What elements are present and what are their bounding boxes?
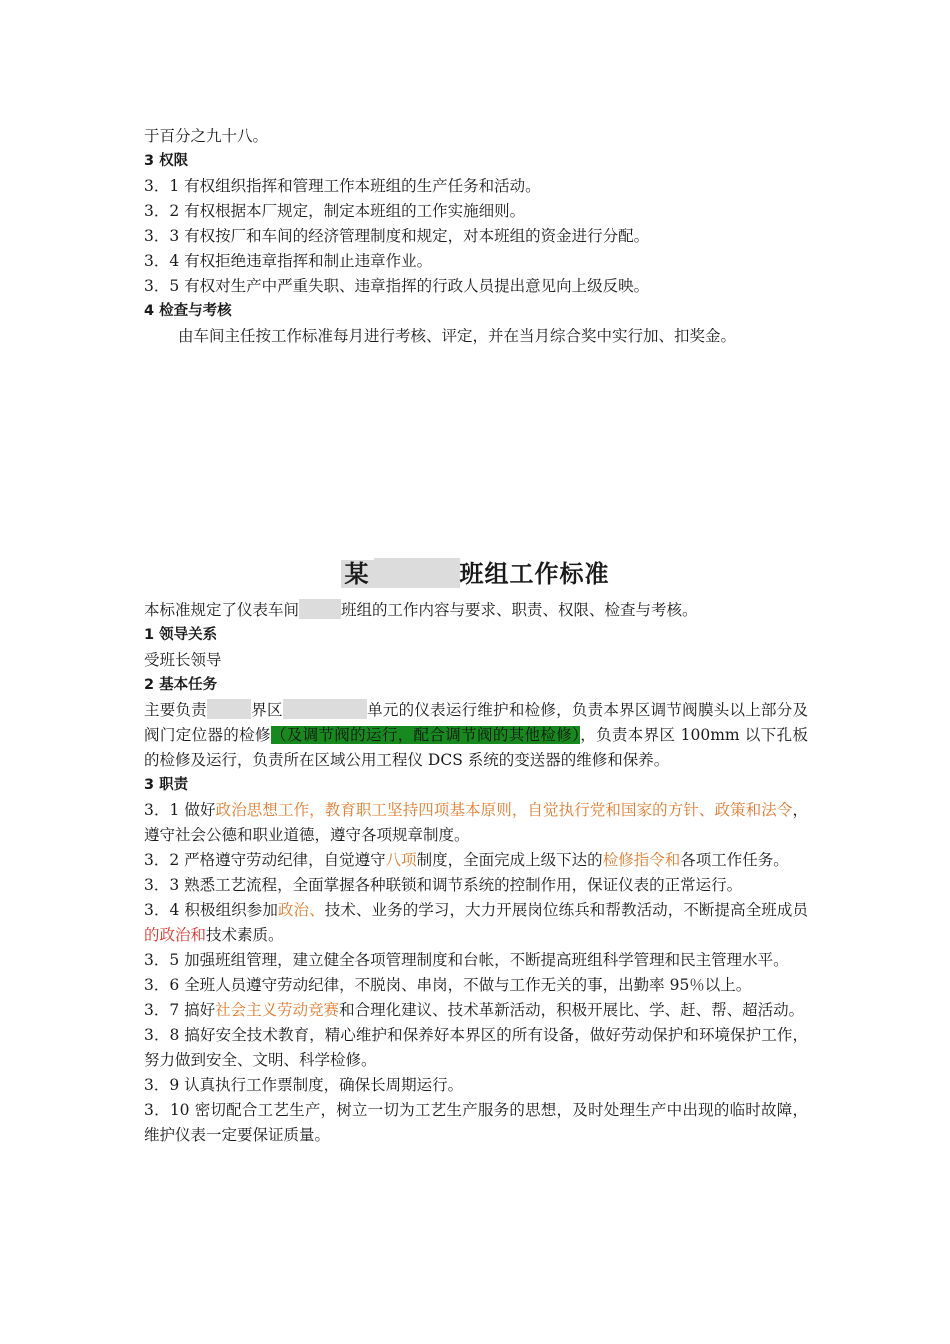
title-lead: 某 — [341, 560, 374, 588]
standard-body — [144, 598, 808, 1148]
duty-text: 制度，全面完成上级下达的 — [416, 851, 603, 869]
duty-item — [144, 898, 808, 948]
orange-text: 八项 — [385, 851, 417, 869]
duty-text: 3．7 搞好 — [144, 1001, 216, 1019]
redacted-block — [374, 558, 460, 588]
task-text: ，负责本界区 100mm 以下孔板的检修及运行，负责所在区域公用工程仪 DCS 系统的变送器的维修和保养。 — [144, 726, 808, 769]
authority-item: 3．4 有权拒绝违章指挥和制止违章作业。 — [144, 252, 433, 270]
duty-text: 和合理化建议、技术革新活动，积极开展比、学、赶、帮、超活动。 — [339, 1001, 805, 1019]
red-text: 的政治和 — [144, 926, 207, 944]
section-heading-tasks: 2 基本任务 — [144, 677, 218, 693]
duty-text: 3．2 严格遵守劳动纪律，自觉遵守 — [144, 851, 386, 869]
section-heading-duties: 3 职责 — [144, 777, 189, 793]
inspection-text: 由车间主任按工作标准每月进行考核、评定，并在当月综合奖中实行加、扣奖金。 — [178, 327, 737, 345]
duty-item: 3．6 全班人员遵守劳动纪律，不脱岗、串岗，不做与工作无关的事，出勤率 95％以上。 — [144, 976, 752, 994]
duty-text: 3．1 做好 — [144, 801, 216, 819]
duty-item — [144, 798, 808, 848]
orange-text: 政治、 — [277, 901, 325, 919]
duty-item — [144, 998, 808, 1023]
task-text: 主要负责 — [144, 701, 208, 719]
previous-section — [144, 124, 808, 349]
intro-text: 本标准规定了仪表车间 — [144, 601, 300, 619]
duty-text: 技术、业务的学习，大力开展岗位练兵和帮教活动，不断提高全班成员 — [324, 901, 808, 919]
authority-item: 3．3 有权按厂和车间的经济管理制度和规定，对本班组的资金进行分配。 — [144, 227, 650, 245]
duty-text: ，遵守社会公德和职业道德，遵守各项规章制度。 — [144, 801, 808, 844]
intro-text: 班组的工作内容与要求、职责、权限、检查与考核。 — [341, 601, 698, 619]
duty-item: 3．10 密切配合工艺生产，树立一切为工艺生产服务的思想，及时处理生产中出现的临时故障，维护仪表一定要保证质量。 — [144, 1101, 808, 1144]
section-heading-leadership: 1 领导关系 — [144, 627, 218, 643]
leadership-text: 受班长领导 — [144, 651, 222, 669]
duty-item: 3．3 熟悉工艺流程，全面掌握各种联锁和调节系统的控制作用，保证仪表的正常运行。 — [144, 876, 743, 894]
title-rest: 班组工作标准 — [459, 560, 610, 588]
task-text: 单元的仪表运行维护和检修，负责本界区调节阀膜头以上部分及阀门定位器的检修 — [144, 701, 808, 744]
orange-text: 检修指令和 — [602, 851, 681, 869]
duty-text: 技术素质。 — [206, 926, 284, 944]
duty-text: 各项工作任务。 — [680, 851, 789, 869]
orange-text: 社会主义劳动竞赛 — [215, 1001, 340, 1019]
duty-item: 3．8 搞好安全技术教育，精心维护和保养好本界区的所有设备，做好劳动保护和环境保护工作，努力做到安全、文明、科学检修。 — [144, 1026, 808, 1069]
duty-item — [144, 848, 808, 873]
task-paragraph — [144, 698, 808, 773]
section-heading-authority: 3 权限 — [144, 153, 189, 169]
orange-text: 政治思想工作，教育职工坚持四项基本原则，自觉执行党和国家的方针、政策和法令 — [215, 801, 793, 819]
authority-item: 3．2 有权根据本厂规定，制定本班组的工作实施细则。 — [144, 202, 526, 220]
document-title-wrap — [0, 556, 950, 592]
duty-item: 3．9 认真执行工作票制度，确保长周期运行。 — [144, 1076, 464, 1094]
section-heading-inspection: 4 检查与考核 — [144, 303, 232, 319]
authority-item: 3．1 有权组织指挥和管理工作本班组的生产任务和活动。 — [144, 177, 541, 195]
duty-text: 3．4 积极组织参加 — [144, 901, 278, 919]
authority-item: 3．5 有权对生产中严重失职、违章指挥的行政人员提出意见向上级反映。 — [144, 277, 650, 295]
redacted-block — [283, 699, 367, 719]
task-text: 界区 — [251, 701, 283, 719]
document-title — [341, 560, 610, 588]
intro-paragraph — [144, 598, 808, 623]
duty-item: 3．5 加强班组管理，建立健全各项管理制度和台帐，不断提高班组科学管理和民主管理水平。 — [144, 951, 789, 969]
continued-text: 于百分之九十八。 — [144, 127, 269, 145]
redacted-block — [207, 699, 251, 719]
highlighted-text: （及调节阀的运行，配合调节阀的其他检修） — [270, 726, 581, 744]
redacted-block — [299, 599, 341, 619]
